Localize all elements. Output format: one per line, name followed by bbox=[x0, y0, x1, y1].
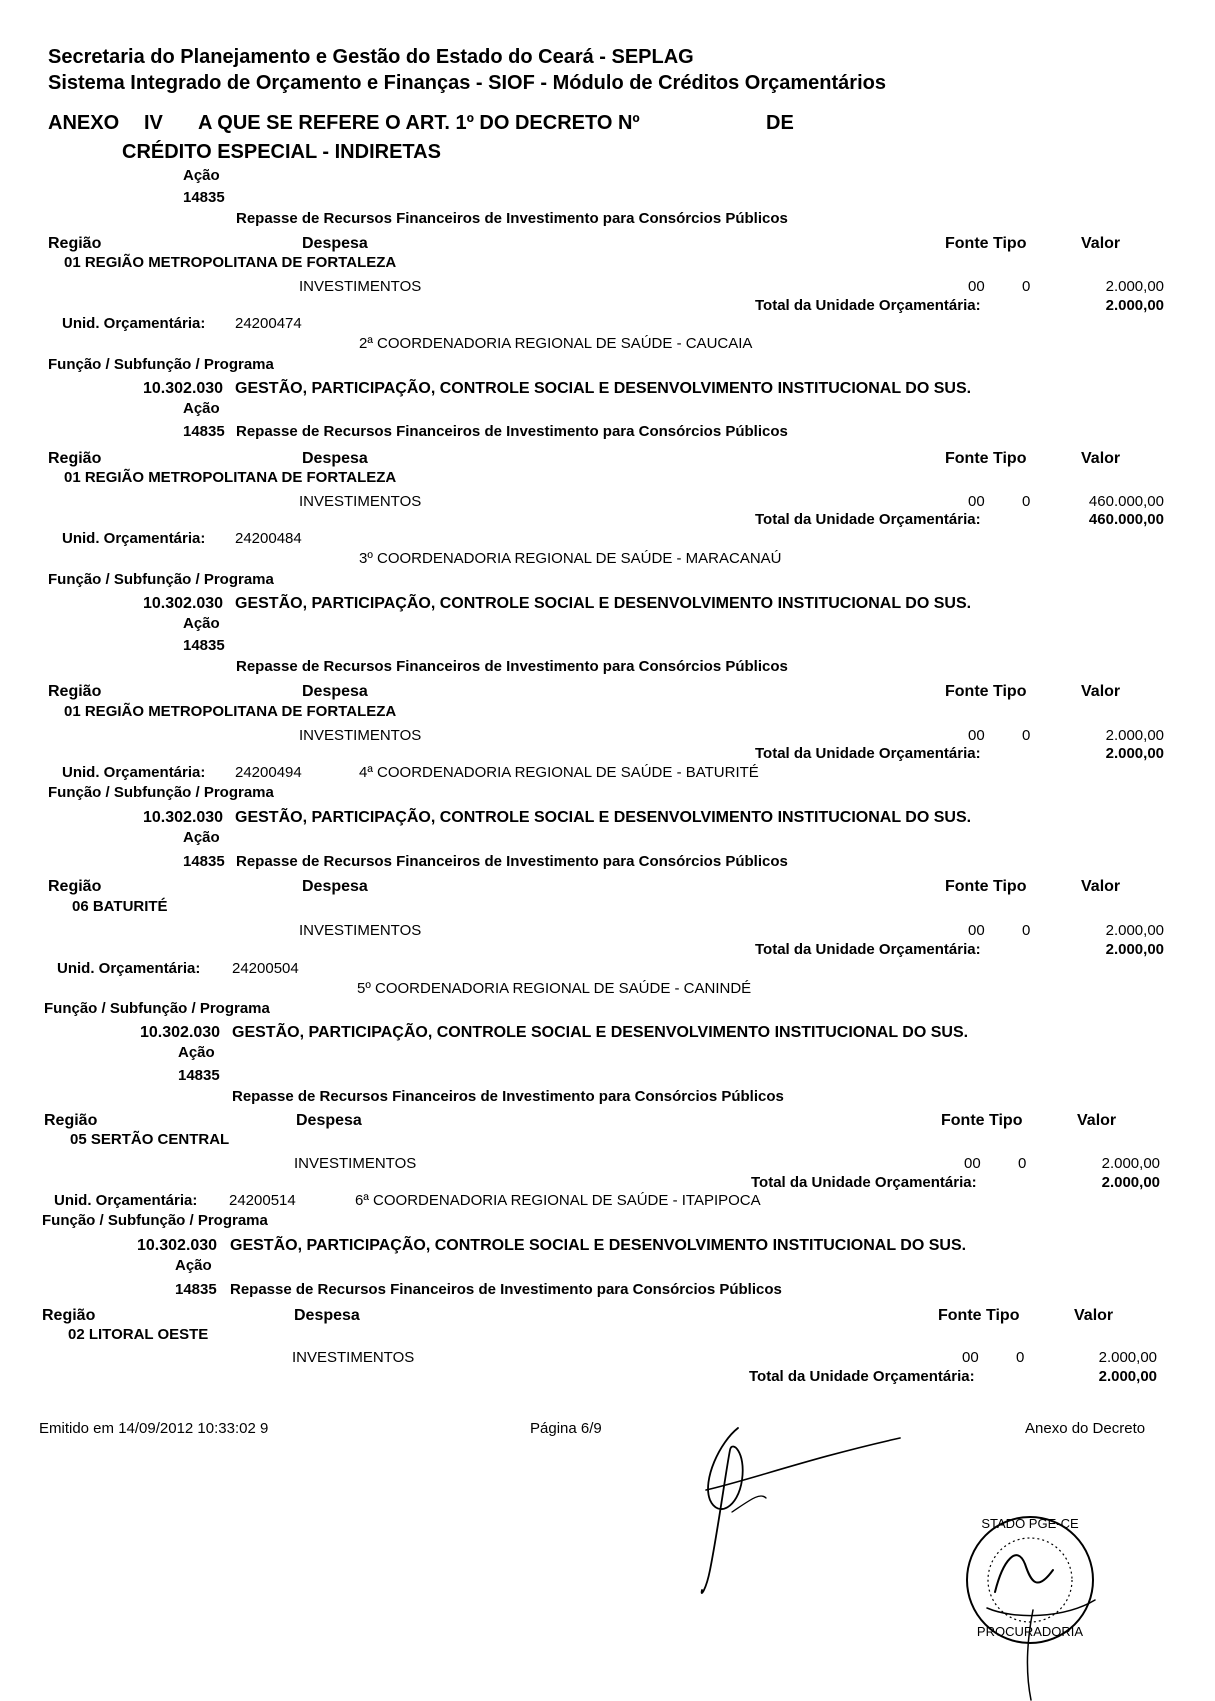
funcao-label: Função / Subfunção / Programa bbox=[48, 356, 274, 373]
total-unidade-value: 2.000,00 bbox=[1098, 1368, 1157, 1385]
procuradoria-seal bbox=[955, 1500, 1105, 1701]
tipo-value: 0 bbox=[1016, 1349, 1025, 1366]
regiao-header: Região bbox=[48, 235, 102, 252]
programa-code: 10.302.030 bbox=[140, 1024, 221, 1041]
tipo-value: 0 bbox=[1022, 727, 1031, 744]
unid-orc-description: 4ª COORDENADORIA REGIONAL DE SAÚDE - BATURITÉ bbox=[359, 764, 759, 781]
acao-description: Repasse de Recursos Financeiros de Investimento para Consórcios Públicos bbox=[230, 1281, 782, 1298]
footer-emitido: Emitido em 14/09/2012 10:33:02 9 bbox=[39, 1420, 269, 1437]
fonte-value: 00 bbox=[968, 278, 985, 295]
total-unidade-label: Total da Unidade Orçamentária: bbox=[755, 745, 981, 762]
programa-code: 10.302.030 bbox=[137, 1237, 218, 1254]
total-unidade-label: Total da Unidade Orçamentária: bbox=[751, 1174, 977, 1191]
funcao-label: Função / Subfunção / Programa bbox=[48, 571, 274, 588]
acao-description: Repasse de Recursos Financeiros de Investimento para Consórcios Públicos bbox=[232, 1088, 784, 1105]
total-unidade-label: Total da Unidade Orçamentária: bbox=[755, 297, 981, 314]
regiao-value: 01 REGIÃO METROPOLITANA DE FORTALEZA bbox=[64, 703, 397, 720]
acao-code: 14835 bbox=[183, 853, 225, 870]
valor-value: 460.000,00 bbox=[1088, 493, 1164, 510]
footer-pagina: Página 6/9 bbox=[530, 1420, 602, 1437]
acao-code: 14835 bbox=[178, 1067, 220, 1084]
despesa-header: Despesa bbox=[302, 235, 368, 252]
despesa-item: INVESTIMENTOS bbox=[299, 493, 422, 510]
acao-description: Repasse de Recursos Financeiros de Investimento para Consórcios Públicos bbox=[236, 210, 788, 227]
regiao-value: 01 REGIÃO METROPOLITANA DE FORTALEZA bbox=[64, 469, 397, 486]
programa-code: 10.302.030 bbox=[143, 595, 224, 612]
unid-orc-description: 6ª COORDENADORIA REGIONAL DE SAÚDE - ITAPIPOCA bbox=[355, 1192, 761, 1209]
tipo-value: 0 bbox=[1022, 922, 1031, 939]
regiao-value: 05 SERTÃO CENTRAL bbox=[70, 1131, 230, 1148]
tipo-value: 0 bbox=[1022, 278, 1031, 295]
acao-label: Ação bbox=[183, 829, 220, 846]
anexo-label: ANEXO bbox=[48, 112, 120, 134]
acao-code: 14835 bbox=[183, 423, 225, 440]
acao-label: Ação bbox=[183, 167, 220, 184]
unid-orc-code: 24200474 bbox=[235, 315, 302, 332]
footer-anexo: Anexo do Decreto bbox=[1025, 1420, 1146, 1437]
total-unidade-value: 2.000,00 bbox=[1105, 745, 1164, 762]
regiao-header: Região bbox=[48, 450, 102, 467]
fonte-tipo-header: Fonte Tipo bbox=[938, 1307, 1020, 1324]
total-unidade-label: Total da Unidade Orçamentária: bbox=[755, 941, 981, 958]
acao-description: Repasse de Recursos Financeiros de Investimento para Consórcios Públicos bbox=[236, 853, 788, 870]
signature-mark bbox=[690, 1420, 920, 1600]
valor-value: 2.000,00 bbox=[1101, 1155, 1160, 1172]
total-unidade-value: 2.000,00 bbox=[1105, 297, 1164, 314]
fonte-tipo-header: Fonte Tipo bbox=[945, 683, 1027, 700]
despesa-item: INVESTIMENTOS bbox=[299, 727, 422, 744]
unid-orc-label: Unid. Orçamentária: bbox=[57, 960, 201, 977]
acao-description: Repasse de Recursos Financeiros de Investimento para Consórcios Públicos bbox=[236, 658, 788, 675]
valor-value: 2.000,00 bbox=[1098, 1349, 1157, 1366]
total-unidade-label: Total da Unidade Orçamentária: bbox=[755, 511, 981, 528]
acao-label: Ação bbox=[183, 400, 220, 417]
fonte-value: 00 bbox=[962, 1349, 979, 1366]
header-line1: Secretaria do Planejamento e Gestão do Estado do Ceará - SEPLAG bbox=[48, 46, 694, 68]
valor-header: Valor bbox=[1074, 1307, 1114, 1324]
programa-code: 10.302.030 bbox=[143, 380, 224, 397]
tipo-value: 0 bbox=[1018, 1155, 1027, 1172]
programa-description: GESTÃO, PARTICIPAÇÃO, CONTROLE SOCIAL E DESENVOLVIMENTO INSTITUCIONAL DO SUS. bbox=[235, 380, 972, 397]
anexo-de: DE bbox=[766, 112, 794, 134]
fonte-value: 00 bbox=[968, 922, 985, 939]
acao-description: Repasse de Recursos Financeiros de Investimento para Consórcios Públicos bbox=[236, 423, 788, 440]
fonte-value: 00 bbox=[968, 493, 985, 510]
despesa-item: INVESTIMENTOS bbox=[299, 278, 422, 295]
regiao-header: Região bbox=[44, 1112, 98, 1129]
total-unidade-label: Total da Unidade Orçamentária: bbox=[749, 1368, 975, 1385]
header-line2: Sistema Integrado de Orçamento e Finanças - SIOF - Módulo de Créditos Orçamentários bbox=[48, 72, 886, 94]
unid-orc-label: Unid. Orçamentária: bbox=[62, 764, 206, 781]
funcao-label: Função / Subfunção / Programa bbox=[48, 784, 274, 801]
unid-orc-code: 24200514 bbox=[229, 1192, 296, 1209]
regiao-header: Região bbox=[48, 878, 102, 895]
valor-value: 2.000,00 bbox=[1105, 922, 1164, 939]
fonte-tipo-header: Fonte Tipo bbox=[945, 450, 1027, 467]
acao-label: Ação bbox=[175, 1257, 212, 1274]
programa-description: GESTÃO, PARTICIPAÇÃO, CONTROLE SOCIAL E DESENVOLVIMENTO INSTITUCIONAL DO SUS. bbox=[235, 809, 972, 826]
valor-value: 2.000,00 bbox=[1105, 727, 1164, 744]
regiao-value: 01 REGIÃO METROPOLITANA DE FORTALEZA bbox=[64, 254, 397, 271]
fonte-tipo-header: Fonte Tipo bbox=[945, 878, 1027, 895]
fonte-value: 00 bbox=[968, 727, 985, 744]
anexo-number: IV bbox=[144, 112, 163, 134]
despesa-header: Despesa bbox=[302, 450, 368, 467]
despesa-header: Despesa bbox=[302, 683, 368, 700]
unid-orc-label: Unid. Orçamentária: bbox=[54, 1192, 198, 1209]
regiao-header: Região bbox=[48, 683, 102, 700]
acao-code: 14835 bbox=[175, 1281, 217, 1298]
regiao-value: 06 BATURITÉ bbox=[72, 898, 168, 915]
unid-orc-description: 2ª COORDENADORIA REGIONAL DE SAÚDE - CAUCAIA bbox=[359, 335, 753, 352]
svg-text:STADO PGE-CE: STADO PGE-CE bbox=[981, 1516, 1079, 1531]
valor-header: Valor bbox=[1081, 878, 1121, 895]
unid-orc-description: 3º COORDENADORIA REGIONAL DE SAÚDE - MARACANAÚ bbox=[359, 550, 782, 567]
svg-text:PROCURADORIA: PROCURADORIA bbox=[976, 1624, 1084, 1639]
valor-header: Valor bbox=[1081, 235, 1121, 252]
programa-code: 10.302.030 bbox=[143, 809, 224, 826]
funcao-label: Função / Subfunção / Programa bbox=[42, 1212, 268, 1229]
fonte-value: 00 bbox=[964, 1155, 981, 1172]
funcao-label: Função / Subfunção / Programa bbox=[44, 1000, 270, 1017]
programa-description: GESTÃO, PARTICIPAÇÃO, CONTROLE SOCIAL E DESENVOLVIMENTO INSTITUCIONAL DO SUS. bbox=[232, 1024, 969, 1041]
despesa-header: Despesa bbox=[296, 1112, 362, 1129]
despesa-item: INVESTIMENTOS bbox=[299, 922, 422, 939]
regiao-header: Região bbox=[42, 1307, 96, 1324]
unid-orc-label: Unid. Orçamentária: bbox=[62, 530, 206, 547]
valor-header: Valor bbox=[1081, 450, 1121, 467]
total-unidade-value: 2.000,00 bbox=[1105, 941, 1164, 958]
credito-title: CRÉDITO ESPECIAL - INDIRETAS bbox=[122, 141, 441, 163]
valor-value: 2.000,00 bbox=[1105, 278, 1164, 295]
despesa-header: Despesa bbox=[302, 878, 368, 895]
regiao-value: 02 LITORAL OESTE bbox=[68, 1326, 209, 1343]
unid-orc-code: 24200504 bbox=[232, 960, 299, 977]
total-unidade-value: 2.000,00 bbox=[1101, 1174, 1160, 1191]
despesa-header: Despesa bbox=[294, 1307, 360, 1324]
total-unidade-value: 460.000,00 bbox=[1088, 511, 1164, 528]
programa-description: GESTÃO, PARTICIPAÇÃO, CONTROLE SOCIAL E DESENVOLVIMENTO INSTITUCIONAL DO SUS. bbox=[235, 595, 972, 612]
despesa-item: INVESTIMENTOS bbox=[292, 1349, 415, 1366]
acao-code: 14835 bbox=[183, 189, 225, 206]
anexo-reference: A QUE SE REFERE O ART. 1º DO DECRETO Nº bbox=[198, 112, 640, 134]
fonte-tipo-header: Fonte Tipo bbox=[941, 1112, 1023, 1129]
acao-label: Ação bbox=[178, 1044, 215, 1061]
valor-header: Valor bbox=[1077, 1112, 1117, 1129]
valor-header: Valor bbox=[1081, 683, 1121, 700]
programa-description: GESTÃO, PARTICIPAÇÃO, CONTROLE SOCIAL E DESENVOLVIMENTO INSTITUCIONAL DO SUS. bbox=[230, 1237, 967, 1254]
unid-orc-description: 5º COORDENADORIA REGIONAL DE SAÚDE - CANINDÉ bbox=[357, 980, 752, 997]
acao-code: 14835 bbox=[183, 637, 225, 654]
unid-orc-label: Unid. Orçamentária: bbox=[62, 315, 206, 332]
unid-orc-code: 24200484 bbox=[235, 530, 302, 547]
acao-label: Ação bbox=[183, 615, 220, 632]
fonte-tipo-header: Fonte Tipo bbox=[945, 235, 1027, 252]
tipo-value: 0 bbox=[1022, 493, 1031, 510]
despesa-item: INVESTIMENTOS bbox=[294, 1155, 417, 1172]
unid-orc-code: 24200494 bbox=[235, 764, 302, 781]
